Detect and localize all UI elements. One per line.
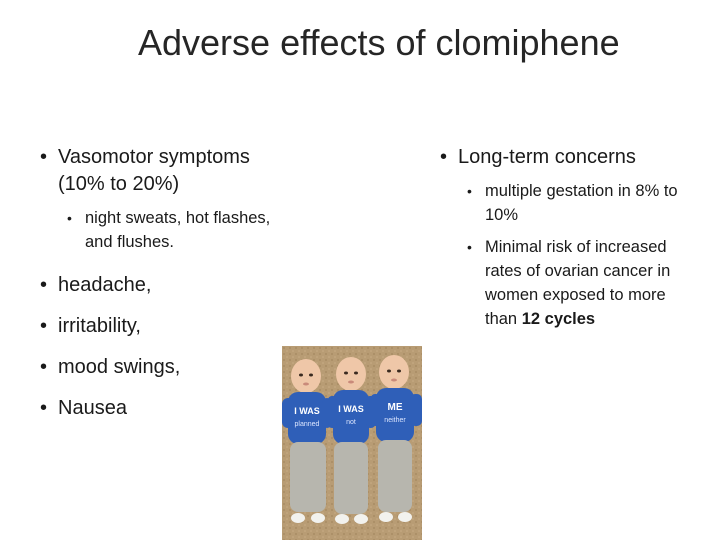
- triplets-photo: [282, 346, 422, 540]
- bullet-irritability: • irritability,: [40, 313, 310, 340]
- baby-3-head: [379, 355, 409, 389]
- bullet-mood-swings: • mood swings,: [40, 354, 310, 381]
- subbullet-multiple-gestation-line2: 10%: [485, 206, 519, 224]
- subbullet-night-sweats-line1: • night sweats, hot flashes,: [85, 209, 271, 227]
- left-column: [40, 144, 310, 422]
- baby-2-shirt: [333, 390, 369, 444]
- baby-3-pants: [378, 440, 412, 512]
- bullet-vasomotor-line1: • Vasomotor symptoms: [58, 146, 250, 168]
- slide-title: Adverse effects of clomiphene: [138, 22, 620, 63]
- subbullet-multiple-gestation: [467, 179, 710, 227]
- bullet-headache: • headache,: [40, 272, 310, 299]
- subbullet-night-sweats-line2: and flushes.: [85, 233, 174, 251]
- baby-2-shirt-text-2: not: [346, 419, 356, 426]
- baby-2-head: [336, 357, 366, 391]
- subbullet-multiple-gestation-line1: • multiple gestation in 8% to: [485, 182, 678, 200]
- bullet-vasomotor: [40, 144, 310, 198]
- baby-2-shirt-text-1: I WAS: [338, 404, 364, 414]
- bullet-nausea: • Nausea: [40, 395, 310, 422]
- bullet-vasomotor-line2: (10% to 20%): [58, 173, 180, 195]
- baby-1-pants: [290, 442, 326, 512]
- baby-3-shirt: [376, 388, 414, 442]
- subbullet-night-sweats: [67, 206, 310, 254]
- baby-3-shirt-text-1: ME: [387, 402, 403, 413]
- triplets-photo-svg: [282, 346, 422, 540]
- subbullet-ovarian-cancer-line2: rates of ovarian cancer in: [485, 262, 671, 280]
- cycles-bold: 12 cycles: [521, 310, 596, 328]
- baby-3-shirt-text-2: neither: [384, 417, 406, 424]
- bullet-long-term: • Long-term concerns: [440, 144, 710, 171]
- right-column: [440, 144, 710, 331]
- cycles-prefix: than: [485, 310, 522, 328]
- baby-1-head: [291, 359, 321, 393]
- subbullet-ovarian-cancer: [467, 235, 710, 331]
- subbullet-ovarian-cancer-line4: [485, 307, 710, 331]
- baby-1-shirt-text-1: I WAS: [294, 406, 320, 416]
- subbullet-ovarian-cancer-line1: • Minimal risk of increased: [485, 238, 667, 256]
- baby-2-pants: [334, 442, 368, 514]
- subbullet-ovarian-cancer-line3: women exposed to more: [485, 286, 666, 304]
- baby-1-shirt-text-2: planned: [294, 421, 320, 428]
